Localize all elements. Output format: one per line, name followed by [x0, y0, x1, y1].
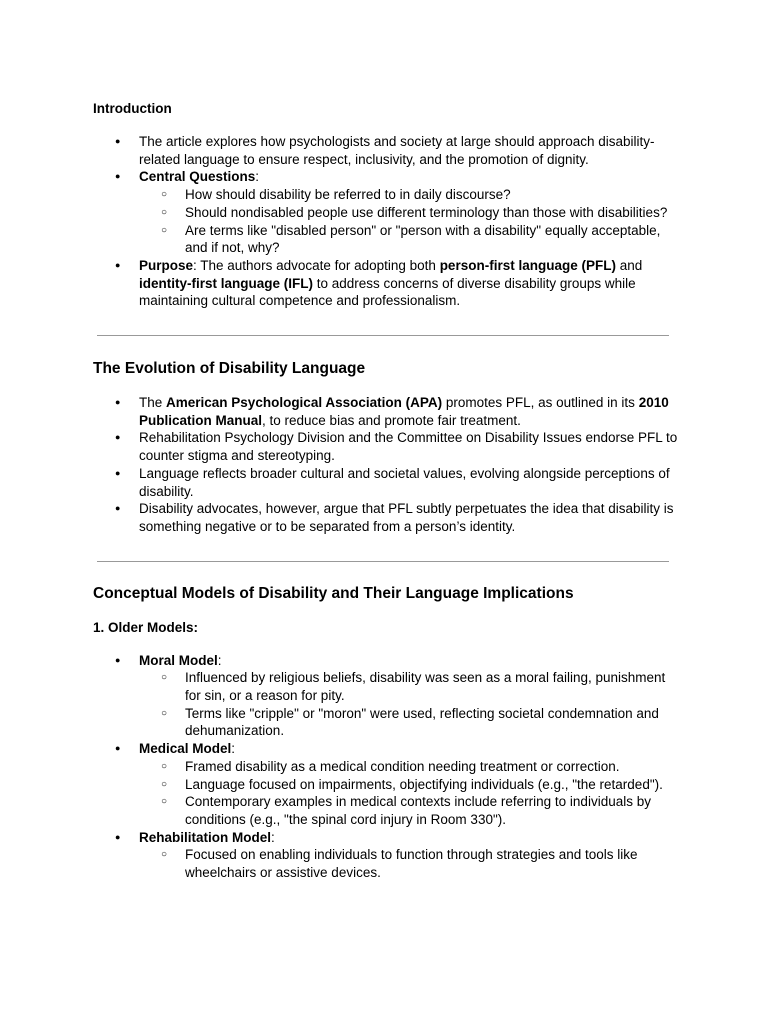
text: promotes PFL, as outlined in its [442, 395, 639, 411]
list-item [93, 740, 678, 829]
list-item [93, 168, 678, 257]
document-page [93, 100, 678, 882]
list-item: ○ How should disability be referred to in daily discourse? [139, 186, 678, 204]
colon: : [271, 829, 275, 845]
rehabilitation-model-list [139, 846, 678, 881]
rehabilitation-model-label: Rehabilitation Model [139, 829, 272, 845]
older-models-heading: 1. Older Models: [93, 619, 199, 635]
list-item: ● Language reflects broader cultural and societal values, evolving alongside perceptions of disability. [93, 465, 678, 500]
intro-bullet-text: The article explores how psychologists and society at large should approach disability-related language to ensure respect, inclusivity, and the promotion of dignity. [139, 134, 655, 167]
list-item: ○ Framed disability as a medical condition needing treatment or correction. [139, 758, 678, 776]
introduction-list [93, 133, 678, 310]
text: The [139, 395, 167, 411]
medical-model-label: Medical Model [139, 741, 232, 757]
list-item [93, 133, 678, 168]
list-item: ○ Terms like "cripple" or "moron" were used, reflecting societal condemnation and dehumanization. [139, 705, 678, 740]
colon: : [231, 741, 236, 757]
purpose-text: to address concerns of diverse disability groups while maintaining cultural competence and professionalism. [139, 275, 636, 309]
central-questions-label: Central Questions [139, 169, 256, 185]
apa-term: American Psychological Association (APA) [166, 395, 443, 411]
list-item [93, 652, 678, 741]
section-divider [97, 335, 669, 336]
central-questions-list [139, 186, 678, 257]
manual-term: 2010 Publication Manual [139, 395, 669, 428]
colon: : [255, 169, 260, 185]
moral-model-label: Moral Model [139, 652, 218, 668]
text: , to reduce bias and promote fair treatment. [262, 412, 521, 428]
list-item [93, 394, 678, 429]
introduction-heading: Introduction [93, 101, 172, 116]
purpose-text: : The authors advocate for adopting both [193, 257, 440, 273]
moral-model-list [139, 669, 678, 740]
purpose-text: and [615, 257, 643, 273]
models-list [93, 652, 678, 882]
evolution-heading: The Evolution of Disability Language [93, 360, 366, 378]
list-item: ○ Should nondisabled people use different terminology than those with disabilities? [139, 204, 678, 222]
list-item [93, 257, 678, 310]
evolution-list [93, 394, 678, 536]
section-divider [97, 561, 669, 562]
list-item: ● Rehabilitation Psychology Division and the Committee on Disability Issues endorse PFL to counter stigma and stereotyping. [93, 429, 678, 464]
list-item: ○ Are terms like "disabled person" or "person with a disability" equally acceptable, and if not, why? [139, 222, 678, 257]
list-item: ○ Contemporary examples in medical contexts include referring to individuals by conditions (e.g., "the spinal cord injury in Room 330"). [139, 793, 678, 828]
list-item: ○ Focused on enabling individuals to function through strategies and tools like wheelchairs or assistive devices. [139, 846, 678, 881]
models-heading: Conceptual Models of Disability and Their Language Implications [93, 584, 574, 602]
colon: : [217, 652, 222, 668]
medical-model-list [139, 758, 678, 829]
pfl-term: person-first language (PFL) [439, 257, 616, 273]
list-item: ○ Language focused on impairments, objectifying individuals (e.g., "the retarded"). [139, 776, 678, 794]
list-item: ● Disability advocates, however, argue that PFL subtly perpetuates the idea that disability is something negative or to be separated from a person’s identity. [93, 500, 678, 535]
ifl-term: identity-first language (IFL) [139, 275, 313, 291]
list-item: ○ Influenced by religious beliefs, disability was seen as a moral failing, punishment for sin, or a reason for pity. [139, 669, 678, 704]
purpose-label: Purpose [139, 257, 194, 273]
list-item [93, 829, 678, 882]
